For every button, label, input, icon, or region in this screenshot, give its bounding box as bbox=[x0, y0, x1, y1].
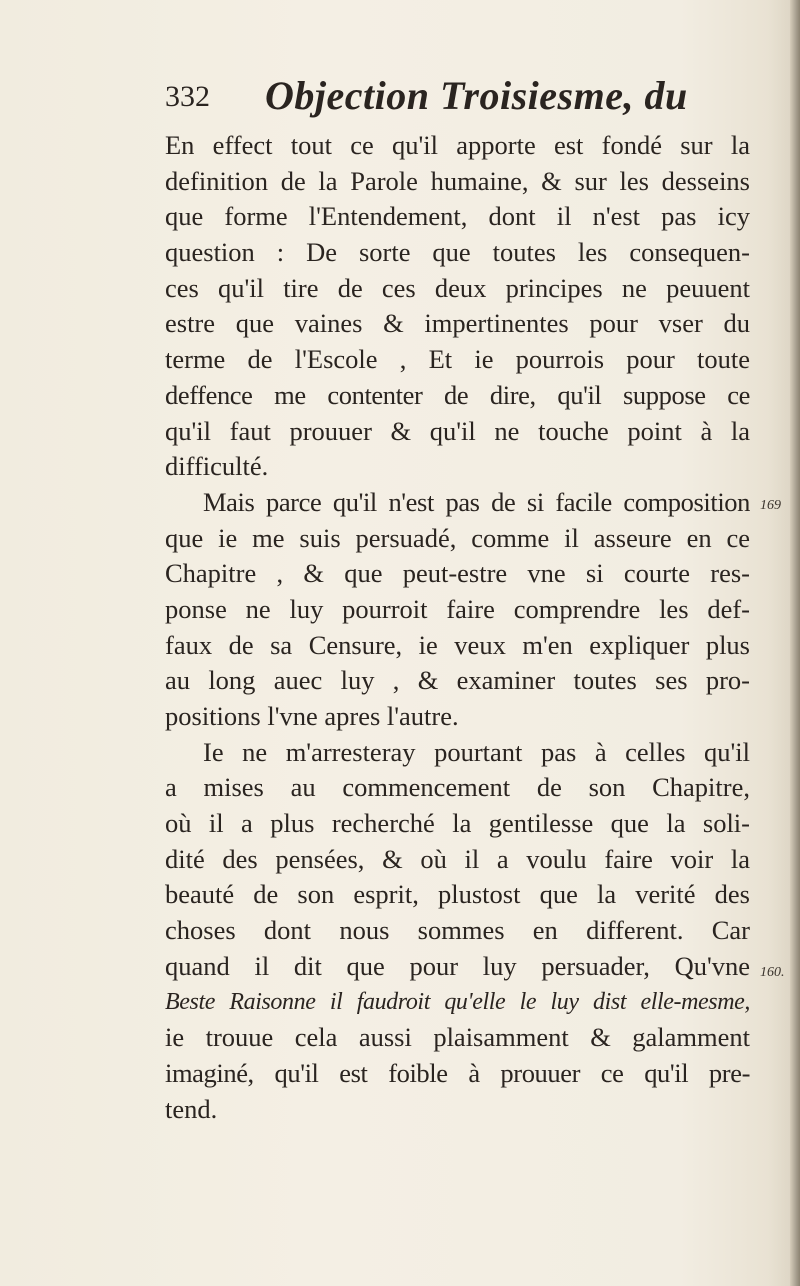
body-text bbox=[165, 128, 750, 1127]
text-line: tend. bbox=[165, 1093, 218, 1124]
page-number: 332 bbox=[165, 80, 210, 113]
text-line: difficulté. bbox=[165, 451, 269, 482]
text-line: qu'il faut prouuer & qu'il ne touche point à la bbox=[165, 415, 750, 446]
text-line: faux de sa Censure, ie veux m'en expliquer plus bbox=[165, 629, 750, 660]
text-line: ponse ne luy pourroit faire comprendre les def- bbox=[165, 593, 750, 624]
text-line: où il a plus recherché la gentilesse que la soli- bbox=[165, 808, 750, 839]
text-line: quand il dit que pour luy persuader, Qu'vne bbox=[165, 950, 750, 981]
running-title: Objection Troisiesme, du bbox=[265, 73, 688, 118]
text-line: au long auec luy , & examiner toutes ses pro- bbox=[165, 665, 750, 696]
text-line: beauté de son esprit, plustost que la verité des bbox=[165, 879, 750, 910]
text-line: ces qu'il tire de ces deux principes ne peuuent bbox=[165, 272, 750, 303]
text-line: deffence me contenter de dire, qu'il suppose ce bbox=[165, 379, 750, 410]
text-line: Mais parce qu'il n'est pas de si facile composition bbox=[203, 486, 750, 517]
text-line: positions l'vne apres l'autre. bbox=[165, 701, 459, 731]
text-line: Beste Raisonne il faudroit qu'elle le luy dist elle-mesme, bbox=[165, 988, 750, 1015]
text-line: estre que vaines & impertinentes pour vser du bbox=[165, 308, 750, 339]
text-line: ie trouue cela aussi plaisamment & galamment bbox=[165, 1022, 750, 1053]
text-line: que forme l'Entendement, dont il n'est pas icy bbox=[165, 201, 750, 232]
text-line: a mises au commencement de son Chapitre, bbox=[165, 772, 750, 803]
margin-note-160: 160. bbox=[760, 965, 785, 980]
text-line: En effect tout ce qu'il apporte est fondé sur la bbox=[165, 130, 750, 160]
text-line: question : De sorte que toutes les consequen- bbox=[165, 237, 750, 268]
text-line: dité des pensées, & où il a voulu faire voir la bbox=[165, 843, 750, 874]
text-line: definition de la Parole humaine, & sur les desseins bbox=[165, 165, 750, 196]
page-header bbox=[165, 68, 725, 128]
text-line: choses dont nous sommes en different. Car bbox=[165, 915, 750, 946]
text-line: imaginé, qu'il est foible à prouuer ce qu'il pre- bbox=[165, 1057, 750, 1088]
text-line: Chapitre , & que peut-estre vne si courte res- bbox=[165, 558, 750, 589]
margin-note-169: 169 bbox=[760, 498, 781, 513]
page-edge-shadow bbox=[790, 0, 800, 1286]
text-line: terme de l'Escole , Et ie pourrois pour toute bbox=[165, 344, 750, 375]
text-line: Ie ne m'arresteray pourtant pas à celles qu'il bbox=[203, 736, 750, 767]
text-line: que ie me suis persuadé, comme il asseure en ce bbox=[165, 522, 750, 553]
